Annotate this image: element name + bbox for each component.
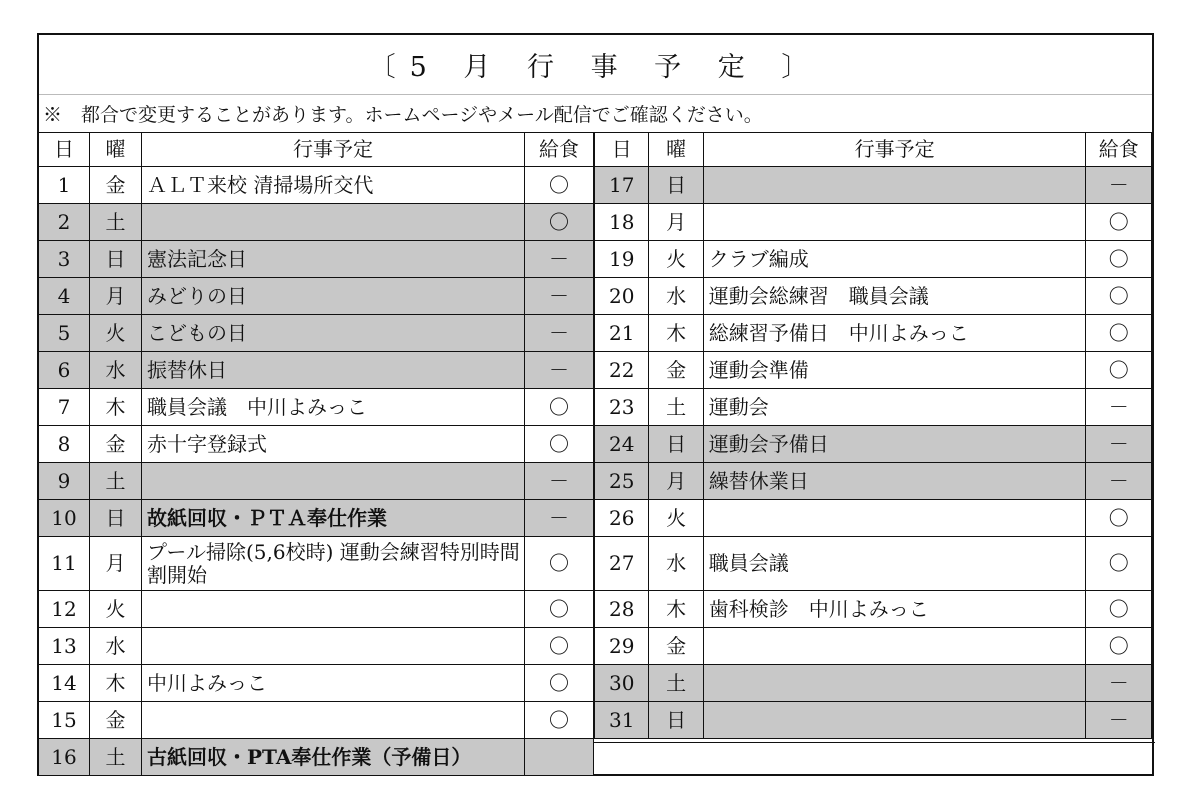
- lunch-cell: 〇: [525, 167, 594, 204]
- table-row: [39, 537, 594, 591]
- lunch-cell: －: [525, 352, 594, 389]
- weekday-cell: 土: [90, 463, 142, 500]
- lunch-cell: 〇: [525, 628, 594, 665]
- weekday-cell: 木: [90, 665, 142, 702]
- lunch-cell: －: [1086, 463, 1152, 500]
- table-row: [595, 315, 1152, 352]
- day-cell: 14: [39, 665, 90, 702]
- event-cell: 歯科検診 中川よみっこ: [703, 591, 1086, 628]
- lunch-cell: 〇: [525, 665, 594, 702]
- weekday-cell: 土: [649, 389, 703, 426]
- lunch-cell: －: [1086, 665, 1152, 702]
- event-cell: [142, 702, 525, 739]
- lunch-cell: 〇: [525, 537, 594, 591]
- weekday-cell: 土: [90, 739, 142, 776]
- header-weekday: 曜: [649, 133, 703, 167]
- weekday-cell: 日: [90, 241, 142, 278]
- empty-cell: [594, 742, 1155, 777]
- table-row: [595, 426, 1152, 463]
- event-cell: ＡＬＴ来校 清掃場所交代: [142, 167, 525, 204]
- header-day: 日: [595, 133, 649, 167]
- event-cell: クラブ編成: [703, 241, 1086, 278]
- weekday-cell: 木: [90, 389, 142, 426]
- lunch-cell: 〇: [1086, 204, 1152, 241]
- event-cell: 憲法記念日: [142, 241, 525, 278]
- table-row: [39, 315, 594, 352]
- table-row: [39, 463, 594, 500]
- table-row: [595, 278, 1152, 315]
- day-cell: 18: [595, 204, 649, 241]
- event-cell: 故紙回収・ＰＴＡ奉仕作業: [142, 500, 525, 537]
- lunch-cell: [525, 739, 594, 776]
- weekday-cell: 金: [90, 167, 142, 204]
- day-cell: 20: [595, 278, 649, 315]
- lunch-cell: 〇: [1086, 500, 1152, 537]
- table-row: [39, 702, 594, 739]
- day-cell: 9: [39, 463, 90, 500]
- weekday-cell: 水: [90, 352, 142, 389]
- weekday-cell: 土: [649, 665, 703, 702]
- lunch-cell: －: [1086, 389, 1152, 426]
- table-row: [39, 389, 594, 426]
- day-cell: 19: [595, 241, 649, 278]
- lunch-cell: －: [525, 241, 594, 278]
- day-cell: 17: [595, 167, 649, 204]
- day-cell: 10: [39, 500, 90, 537]
- lunch-cell: 〇: [525, 591, 594, 628]
- event-cell: こどもの日: [142, 315, 525, 352]
- day-cell: 23: [595, 389, 649, 426]
- event-cell: 職員会議: [703, 537, 1086, 591]
- lunch-cell: －: [525, 278, 594, 315]
- table-row: [39, 204, 594, 241]
- event-cell: 中川よみっこ: [142, 665, 525, 702]
- day-cell: 2: [39, 204, 90, 241]
- event-cell: [142, 628, 525, 665]
- table-row: [595, 167, 1152, 204]
- table-row: [39, 665, 594, 702]
- weekday-cell: 水: [649, 537, 703, 591]
- table-row: [39, 739, 594, 776]
- lunch-cell: －: [1086, 167, 1152, 204]
- weekday-cell: 日: [649, 702, 703, 739]
- weekday-cell: 月: [90, 537, 142, 591]
- event-cell: [703, 665, 1086, 702]
- table-row: [595, 389, 1152, 426]
- day-cell: 7: [39, 389, 90, 426]
- weekday-cell: 日: [649, 167, 703, 204]
- day-cell: 12: [39, 591, 90, 628]
- table-row: [595, 665, 1152, 702]
- weekday-cell: 月: [649, 463, 703, 500]
- event-cell: 振替休日: [142, 352, 525, 389]
- event-cell: みどりの日: [142, 278, 525, 315]
- day-cell: 27: [595, 537, 649, 591]
- day-cell: 5: [39, 315, 90, 352]
- table-row: [39, 628, 594, 665]
- weekday-cell: 土: [90, 204, 142, 241]
- table-row: [595, 241, 1152, 278]
- schedule-table-right: [594, 132, 1152, 739]
- table-row: [39, 591, 594, 628]
- event-cell: プール掃除(5,6校時) 運動会練習特別時間割開始: [142, 537, 525, 591]
- lunch-cell: 〇: [525, 204, 594, 241]
- day-cell: 21: [595, 315, 649, 352]
- header-day: 日: [39, 133, 90, 167]
- day-cell: 16: [39, 739, 90, 776]
- event-cell: [142, 591, 525, 628]
- lunch-cell: 〇: [1086, 537, 1152, 591]
- weekday-cell: 金: [649, 352, 703, 389]
- day-cell: 31: [595, 702, 649, 739]
- day-cell: 6: [39, 352, 90, 389]
- lunch-cell: －: [525, 315, 594, 352]
- weekday-cell: 金: [90, 702, 142, 739]
- day-cell: 4: [39, 278, 90, 315]
- weekday-cell: 木: [649, 315, 703, 352]
- lunch-cell: 〇: [525, 389, 594, 426]
- table-row: [39, 500, 594, 537]
- day-cell: 8: [39, 426, 90, 463]
- weekday-cell: 金: [90, 426, 142, 463]
- header-event: 行事予定: [703, 133, 1086, 167]
- event-cell: [703, 628, 1086, 665]
- day-cell: 30: [595, 665, 649, 702]
- header-lunch: 給食: [525, 133, 594, 167]
- event-cell: 職員会議 中川よみっこ: [142, 389, 525, 426]
- lunch-cell: 〇: [1086, 352, 1152, 389]
- day-cell: 25: [595, 463, 649, 500]
- event-cell: [703, 500, 1086, 537]
- day-cell: 29: [595, 628, 649, 665]
- event-cell: [703, 204, 1086, 241]
- event-cell: [703, 167, 1086, 204]
- day-cell: 24: [595, 426, 649, 463]
- event-cell: [142, 204, 525, 241]
- notice-text: ※ 都合で変更することがあります。ホームページやメール配信でご確認ください。: [39, 95, 1152, 133]
- day-cell: 3: [39, 241, 90, 278]
- header-event: 行事予定: [142, 133, 525, 167]
- table-row: [39, 167, 594, 204]
- lunch-cell: －: [1086, 426, 1152, 463]
- event-cell: [142, 463, 525, 500]
- event-cell: 運動会総練習 職員会議: [703, 278, 1086, 315]
- header-weekday: 曜: [90, 133, 142, 167]
- weekday-cell: 火: [649, 241, 703, 278]
- weekday-cell: 木: [649, 591, 703, 628]
- schedule-table-left: [38, 132, 594, 776]
- lunch-cell: 〇: [1086, 241, 1152, 278]
- day-cell: 22: [595, 352, 649, 389]
- page-title: 〔5 月 行 事 予 定 〕: [39, 35, 1152, 95]
- header-lunch: 給食: [1086, 133, 1152, 167]
- lunch-cell: 〇: [525, 702, 594, 739]
- weekday-cell: 水: [649, 278, 703, 315]
- table-row: [39, 352, 594, 389]
- table-row: [595, 500, 1152, 537]
- table-row: [595, 628, 1152, 665]
- lunch-cell: －: [525, 500, 594, 537]
- lunch-cell: 〇: [1086, 278, 1152, 315]
- event-cell: 総練習予備日 中川よみっこ: [703, 315, 1086, 352]
- weekday-cell: 火: [649, 500, 703, 537]
- event-cell: 運動会準備: [703, 352, 1086, 389]
- event-cell: 繰替休業日: [703, 463, 1086, 500]
- weekday-cell: 日: [649, 426, 703, 463]
- table-row: [595, 352, 1152, 389]
- lunch-cell: 〇: [1086, 628, 1152, 665]
- table-row: [595, 463, 1152, 500]
- weekday-cell: 月: [649, 204, 703, 241]
- day-cell: 15: [39, 702, 90, 739]
- lunch-cell: 〇: [1086, 315, 1152, 352]
- event-cell: 赤十字登録式: [142, 426, 525, 463]
- table-row: [595, 702, 1152, 739]
- schedule-sheet: [37, 33, 1154, 776]
- weekday-cell: 月: [90, 278, 142, 315]
- day-cell: 11: [39, 537, 90, 591]
- weekday-cell: 日: [90, 500, 142, 537]
- table-row: [595, 537, 1152, 591]
- lunch-cell: －: [1086, 702, 1152, 739]
- table-row: [595, 204, 1152, 241]
- weekday-cell: 火: [90, 315, 142, 352]
- table-row: [39, 241, 594, 278]
- lunch-cell: 〇: [525, 426, 594, 463]
- table-row: [39, 278, 594, 315]
- event-cell: [703, 702, 1086, 739]
- day-cell: 1: [39, 167, 90, 204]
- table-header-row: [39, 133, 594, 167]
- weekday-cell: 金: [649, 628, 703, 665]
- weekday-cell: 火: [90, 591, 142, 628]
- table-row: [39, 426, 594, 463]
- weekday-cell: 水: [90, 628, 142, 665]
- event-cell: 古紙回収・PTA奉仕作業（予備日）: [142, 739, 525, 776]
- lunch-cell: 〇: [1086, 591, 1152, 628]
- event-cell: 運動会: [703, 389, 1086, 426]
- table-row: [595, 591, 1152, 628]
- day-cell: 26: [595, 500, 649, 537]
- day-cell: 28: [595, 591, 649, 628]
- lunch-cell: －: [525, 463, 594, 500]
- event-cell: 運動会予備日: [703, 426, 1086, 463]
- day-cell: 13: [39, 628, 90, 665]
- table-header-row: [595, 133, 1152, 167]
